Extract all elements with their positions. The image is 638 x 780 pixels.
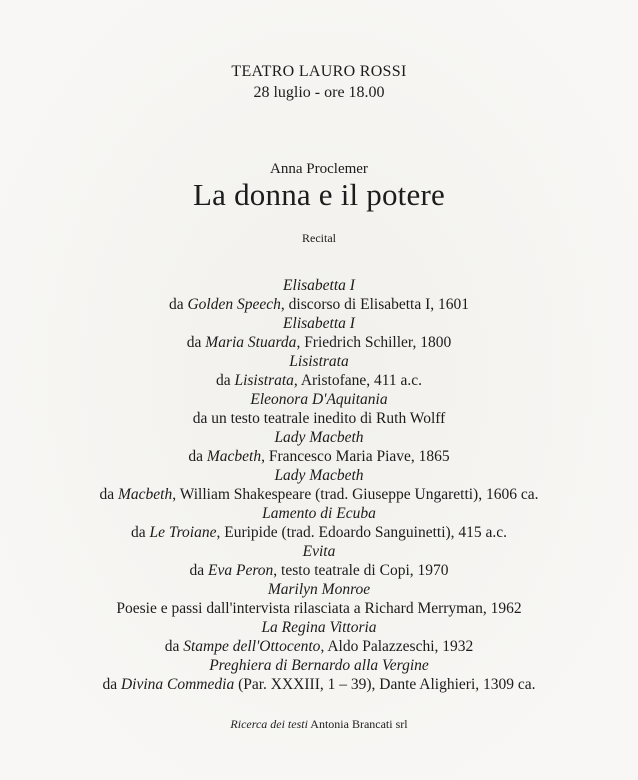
program-piece-title: La Regina Vittoria xyxy=(261,619,377,636)
program-piece-source xyxy=(0,637,638,656)
credits-label: Ricerca dei testi xyxy=(230,717,308,731)
program-piece-title: Evita xyxy=(302,543,336,560)
program-piece-source xyxy=(0,447,638,466)
program-piece-title: Lisistrata xyxy=(289,353,349,370)
source-prefix: da xyxy=(188,448,207,465)
source-prefix: da xyxy=(164,638,184,655)
source-work-title: Macbeth xyxy=(118,486,173,503)
program-piece-title: Lady Macbeth xyxy=(274,467,364,484)
source-work-title: Lisistrata xyxy=(234,372,294,389)
author-name: Anna Proclemer xyxy=(270,161,368,177)
source-work-title: Stampe dell'Ottocento xyxy=(183,638,321,655)
program-piece-source xyxy=(0,675,638,694)
program-piece-title: Marilyn Monroe xyxy=(267,581,371,598)
program-piece-source xyxy=(0,599,638,618)
program-piece-source xyxy=(0,295,638,314)
source-details: (Par. XXXIII, 1 – 39), Dante Alighieri, 1309 ca. xyxy=(234,676,536,693)
program-piece-title: Lady Macbeth xyxy=(274,429,364,446)
source-prefix: da un testo teatrale inedito di Ruth Wolff xyxy=(192,410,446,427)
source-prefix: da xyxy=(102,676,121,693)
program-piece-title: Eleonora D'Aquitania xyxy=(250,391,388,408)
source-details: , William Shakespeare (trad. Giuseppe Ungaretti), 1606 ca. xyxy=(172,486,539,503)
source-details: , Friedrich Schiller, 1800 xyxy=(296,334,452,351)
source-prefix: da xyxy=(168,296,188,313)
source-work-title: Eva Peron xyxy=(208,562,274,579)
source-prefix: Poesie e passi dall'intervista rilasciata a Richard Merryman, 1962 xyxy=(116,600,522,617)
source-details: , discorso di Elisabetta I, 1601 xyxy=(280,296,470,313)
source-details: , testo teatrale di Copi, 1970 xyxy=(273,562,449,579)
source-work-title: Golden Speech xyxy=(187,296,281,313)
source-prefix: da xyxy=(215,372,235,389)
credits-name: Antonia Brancati srl xyxy=(310,717,408,731)
program-piece-source xyxy=(0,409,638,428)
program-piece-source xyxy=(0,485,638,504)
source-details: , Euripide (trad. Edoardo Sanguinetti), 415 a.c. xyxy=(216,524,508,541)
program-piece-title: Preghiera di Bernardo alla Vergine xyxy=(209,657,429,674)
source-prefix: da xyxy=(186,334,206,351)
source-work-title: Maria Stuarda xyxy=(205,334,297,351)
program-piece-title: Elisabetta I xyxy=(283,315,355,332)
credits-line xyxy=(0,716,638,732)
source-details: , Aristofane, 411 a.c. xyxy=(293,372,423,389)
source-prefix: da xyxy=(99,486,119,503)
source-details: , Aldo Palazzeschi, 1932 xyxy=(320,638,474,655)
source-work-title: Le Troiane xyxy=(149,524,217,541)
source-details: , Francesco Maria Piave, 1865 xyxy=(261,448,450,465)
program-piece-source xyxy=(0,371,638,390)
program-piece-title: Lamento di Ecuba xyxy=(262,505,376,522)
venue-name: TEATRO LAURO ROSSI xyxy=(231,63,407,80)
program-list xyxy=(0,276,638,694)
performance-date-time: 28 luglio - ore 18.00 xyxy=(253,84,385,101)
source-work-title: Macbeth xyxy=(206,448,262,465)
show-title: La donna e il potere xyxy=(193,177,445,212)
program-piece-source xyxy=(0,333,638,352)
show-subtitle: Recital xyxy=(302,231,336,245)
program-piece-source xyxy=(0,523,638,542)
program-piece-title: Elisabetta I xyxy=(283,277,355,294)
program-piece-source xyxy=(0,561,638,580)
source-work-title: Divina Commedia xyxy=(120,676,235,693)
source-prefix: da xyxy=(189,562,209,579)
source-prefix: da xyxy=(130,524,150,541)
